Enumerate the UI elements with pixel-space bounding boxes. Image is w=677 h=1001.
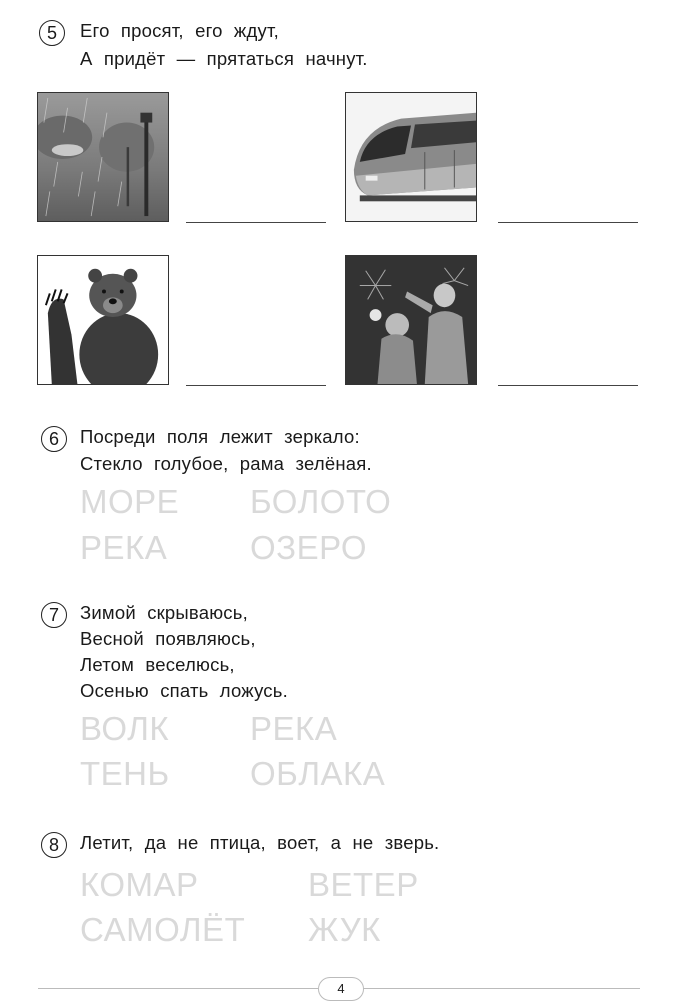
task-number: 6: [41, 426, 67, 452]
answer-line[interactable]: [498, 385, 638, 386]
answer-line[interactable]: [186, 385, 326, 386]
riddle-line: Летом веселюсь,: [80, 654, 235, 675]
riddle-line: Его просят, его ждут,: [80, 20, 279, 41]
answer-line[interactable]: [498, 222, 638, 223]
riddle-line: Посреди поля лежит зеркало:: [80, 426, 360, 447]
riddle-line: Стекло голубое, рама зелёная.: [80, 453, 372, 474]
task-number: 7: [41, 602, 67, 628]
rain-park-picture: [37, 92, 169, 222]
bear-picture: [37, 255, 169, 385]
footer-divider: [362, 988, 640, 989]
answer-option[interactable]: ВОЛК: [80, 710, 170, 747]
answer-option[interactable]: ТЕНЬ: [80, 755, 170, 792]
answer-option[interactable]: КОМАР: [80, 866, 199, 903]
riddle-line: А придёт — прятаться начнут.: [80, 48, 368, 69]
riddle-line: Весной появляюсь,: [80, 628, 256, 649]
answer-option[interactable]: ОЗЕРО: [250, 529, 368, 566]
answer-option[interactable]: ВЕТЕР: [308, 866, 419, 903]
riddle-line: Зимой скрываюсь,: [80, 602, 248, 623]
footer-divider: [38, 988, 318, 989]
answer-line[interactable]: [186, 222, 326, 223]
riddle-line: Осенью спать ложусь.: [80, 680, 288, 701]
answer-option[interactable]: МОРЕ: [80, 483, 180, 520]
answer-option[interactable]: ОБЛАКА: [250, 755, 386, 792]
train-picture: [345, 92, 477, 222]
answer-option[interactable]: ЖУК: [308, 911, 381, 948]
answer-option[interactable]: РЕКА: [250, 710, 338, 747]
riddle-line: Летит, да не птица, воет, а не зверь.: [80, 832, 440, 853]
task-number: 8: [41, 832, 67, 858]
answer-option[interactable]: РЕКА: [80, 529, 168, 566]
task-number: 5: [39, 20, 65, 46]
answer-option[interactable]: БОЛОТО: [250, 483, 392, 520]
answer-option[interactable]: САМОЛЁТ: [80, 911, 246, 948]
fireworks-people-picture: [345, 255, 477, 385]
page-number: 4: [318, 977, 364, 1001]
